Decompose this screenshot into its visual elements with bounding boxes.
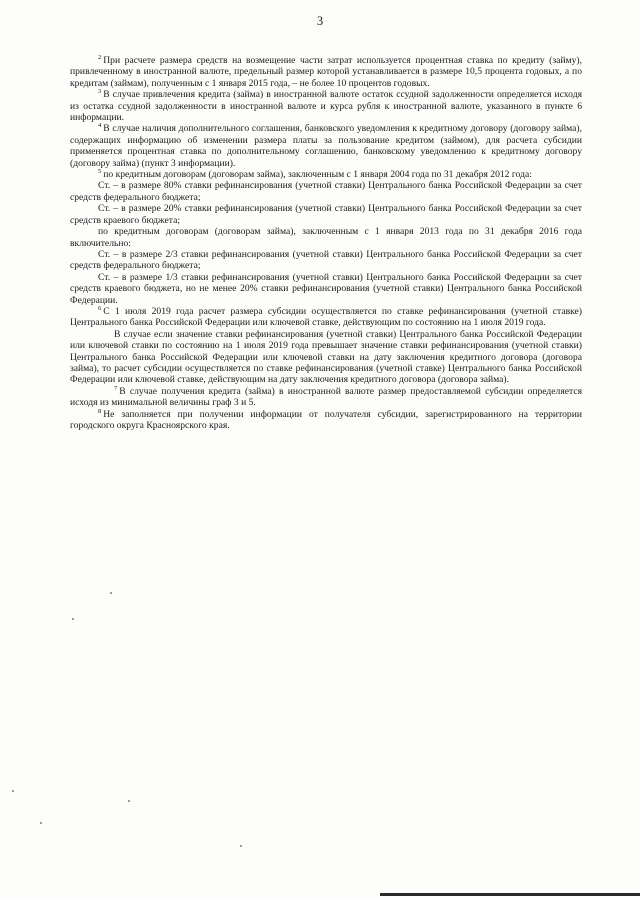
footnote-text: В случае привлечения кредита (займа) в иностранной валюте остаток ссудной задолженности определяется исходя из остатка ссудной задолженности в иностранной валюте и курса рубля к иностранной валюте, указанного в пункте 6 информации. <box>70 89 582 124</box>
footnote-text: Ст. – в размере 1/3 ставки рефинансирования (учетной ставки) Центрального банка Российской Федерации за счет средств краевого бюджета, но не менее 20% ставки рефинансирования (учетной ставки) Центрального банка Российской Федерации. <box>70 271 582 306</box>
footnote-text: Ст. – в размере 2/3 ставки рефинансирования (учетной ставки) Центрального банка Российской Федерации за счет средств федерального бюджета; <box>70 248 582 272</box>
footnote-text: При расчете размера средств на возмещение части затрат используется процентная ставка по кредиту (займу), привлеченному в иностранной валюте, предельный размер которой устанавливается в размере 10,5 процента годовых, а по кредитам (займам), полученным с 1 января 2015 года, – не более 10 процентов годовых. <box>70 55 582 89</box>
footnote-text: Ст. – в размере 80% ставки рефинансирования (учетной ставки) Центрального банка Российской Федерации за счет средств федерального бюджета; <box>70 180 582 203</box>
footnote-text: В случае получения кредита (займа) в иностранной валюте размер предоставляемой субсидии определяется исходя из минимальной величины граф 3 и 5. <box>70 385 582 409</box>
footnote-text: С 1 июля 2019 года расчет размера субсидии осуществляется по ставке рефинансирования (учетной ставке) Центрального банка Российской Федерации или ключевой ставке, действующим по состоянию на 1 июля 2019 года. <box>70 305 582 329</box>
footnotes-block <box>70 55 582 431</box>
footnote-mark: 6 <box>98 304 102 312</box>
footnote-paragraph <box>70 203 582 226</box>
footnote-2 <box>70 55 582 89</box>
footnote-4 <box>70 123 582 169</box>
scan-speck <box>110 592 112 594</box>
footnote-3 <box>70 89 582 123</box>
footnote-paragraph <box>70 272 582 306</box>
footnote-text: Ст. – в размере 20% ставки рефинансирования (учетной ставки) Центрального банка Российской Федерации за счет средств краевого бюджета; <box>70 203 582 226</box>
page-number: 3 <box>316 14 324 28</box>
footnote-8 <box>70 409 582 432</box>
footnote-paragraph <box>70 329 582 386</box>
footnote-mark: 2 <box>98 54 102 61</box>
footnote-5 <box>70 169 582 180</box>
footnote-paragraph <box>70 249 582 272</box>
scan-speck <box>72 618 74 620</box>
footnote-mark: 8 <box>98 407 102 415</box>
footnote-paragraph <box>70 226 582 249</box>
scan-speck <box>40 822 42 824</box>
footnote-text: по кредитным договорам (договорам займа), заключенным с 1 января 2004 года по 31 декабря 2012 года: <box>103 169 532 181</box>
scan-edge-line <box>380 893 640 896</box>
footnote-mark: 4 <box>98 122 102 130</box>
scan-speck <box>240 845 242 847</box>
footnote-paragraph <box>70 180 582 203</box>
footnote-text: Не заполняется при получении информации от получателя субсидии, зарегистрированного на территории городского округа Красноярского края. <box>70 408 582 431</box>
footnote-mark: 3 <box>98 88 102 96</box>
footnote-6 <box>70 306 582 329</box>
footnote-text: по кредитным договорам (договорам займа), заключенным с 1 января 2013 года по 31 декабря 2016 года включительно: <box>70 226 582 249</box>
footnote-text: В случае наличия дополнительного соглашения, банковского уведомления к кредитному договору (договору займа), содержащих информацию об изменении размера платы за пользование кредитом (займом), для расчета субсидии применяется процентная ставка по дополнительному соглашению, банковскому уведомлению к кредитному договору (договору займа) (пункт 3 информации). <box>70 123 582 169</box>
scan-speck <box>128 800 130 802</box>
footnote-7 <box>70 386 582 409</box>
scan-speck <box>12 790 14 792</box>
footnote-mark: 7 <box>114 384 118 392</box>
footnote-text: В случае если значение ставки рефинансирования (учетной ставки) Центрального банка Российской Федерации или ключевой ставки по состоянию на 1 июля 2019 года превышает значение ставки рефинансирования (учетной ставки) Центрального банка Российской Федерации или ключевой ставки на дату заключения кредитного договора (договора займа), то расчет субсидии осуществляется по ставке рефинансирования (учетной ставке) Центрального банка Российской Федерации или ключевой ставке, действующим на дату заключения кредитного договора (договора займа). <box>70 328 582 386</box>
footnote-mark: 5 <box>98 168 102 176</box>
